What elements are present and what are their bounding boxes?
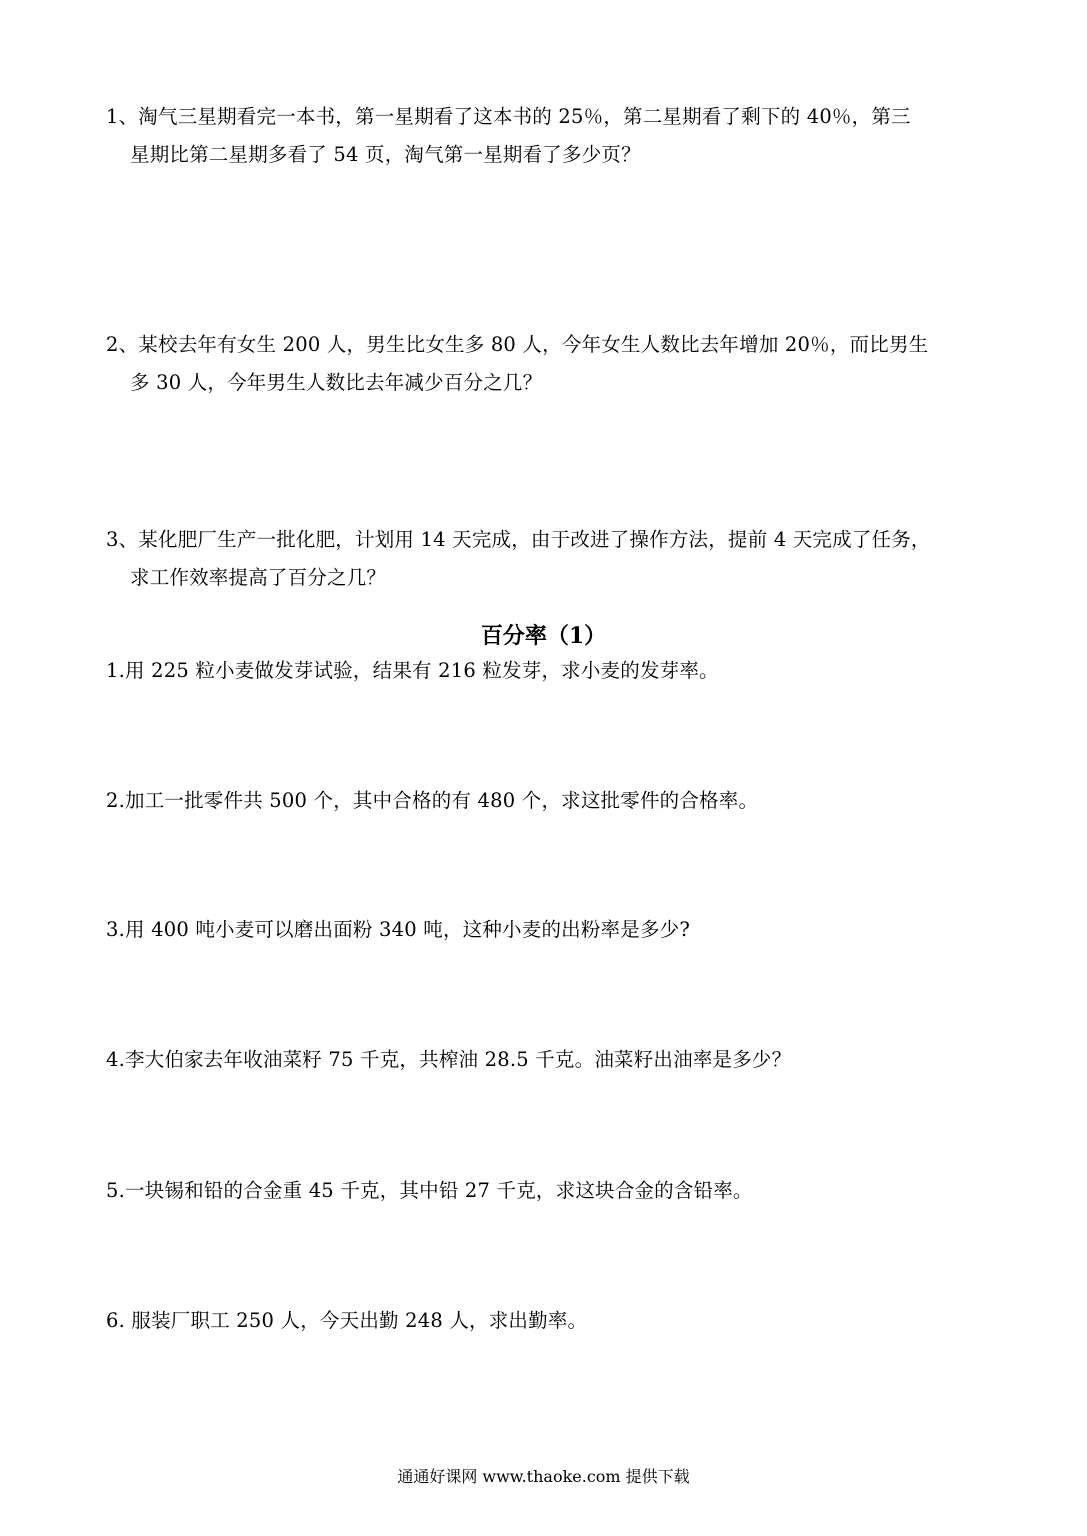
problem-3-line-1: 3、某化肥厂生产一批化肥，计划用 14 天完成，由于改进了操作方法，提前 4 天完成了任务， bbox=[106, 528, 931, 551]
rate-problem-4-text: 4.李大伯家去年收油菜籽 75 千克，共榨油 28.5 千克。油菜籽出油率是多少？ bbox=[106, 1048, 792, 1071]
rate-problem-2-text: 2.加工一批零件共 500 个，其中合格的有 480 个，求这批零件的合格率。 bbox=[106, 789, 759, 812]
section-title: 百分率（1） bbox=[480, 623, 607, 649]
rate-problem-1-text: 1.用 225 粒小麦做发芽试验，结果有 216 粒发芽，求小麦的发芽率。 bbox=[106, 659, 719, 682]
rate-problem-1 bbox=[106, 652, 986, 690]
rate-problem-6 bbox=[106, 1302, 986, 1340]
problem-2-line-1: 2、某校去年有女生 200 人，男生比女生多 80 人，今年女生人数比去年增加 20％，而比男生 bbox=[106, 333, 929, 356]
problem-2-line-2: 多 30 人，今年男生人数比去年减少百分之几？ bbox=[130, 371, 543, 394]
problem-3-line-2: 求工作效率提高了百分之几？ bbox=[130, 566, 387, 589]
problem-3 bbox=[106, 521, 986, 597]
rate-problem-4 bbox=[106, 1041, 986, 1079]
rate-problem-6-text: 6. 服装厂职工 250 人，今天出勤 248 人，求出勤率。 bbox=[106, 1309, 588, 1332]
rate-problem-2 bbox=[106, 782, 986, 820]
problem-1-line-1: 1、淘气三星期看完一本书，第一星期看了这本书的 25％，第二星期看了剩下的 40％，第三 bbox=[106, 105, 911, 128]
rate-problem-5-text: 5.一块锡和铅的合金重 45 千克，其中铅 27 千克，求这块合金的含铅率。 bbox=[106, 1179, 753, 1202]
rate-problem-3 bbox=[106, 911, 986, 949]
problem-2 bbox=[106, 326, 986, 402]
rate-problem-3-text: 3.用 400 吨小麦可以磨出面粉 340 吨，这种小麦的出粉率是多少? bbox=[106, 918, 690, 941]
problem-1-line-2: 星期比第二星期多看了 54 页，淘气第一星期看了多少页？ bbox=[130, 143, 641, 166]
footer-credit: 通通好课网 www.thaoke.com 提供下载 bbox=[397, 1467, 690, 1486]
rate-problem-5 bbox=[106, 1172, 986, 1210]
problem-1 bbox=[106, 98, 986, 174]
